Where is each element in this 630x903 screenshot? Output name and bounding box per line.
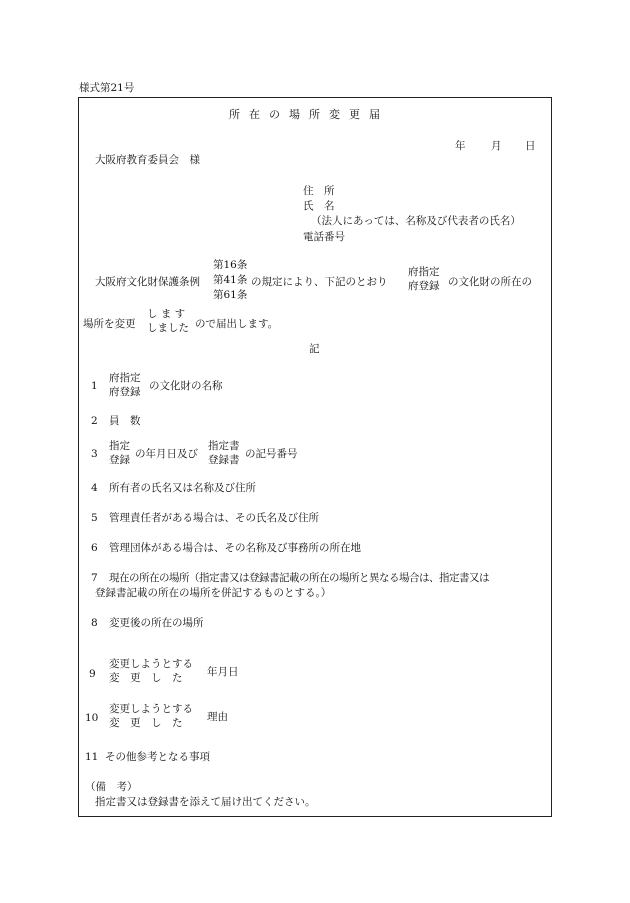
item-6-text: 管理団体がある場合は、その名称及び事務所の所在地 (109, 542, 361, 554)
item-3-option-designated[interactable]: 指定 (109, 440, 130, 452)
item-1-option-reg[interactable]: 府登録 (109, 385, 141, 398)
ordinance-name: 大阪府文化財保護条例 (95, 276, 200, 288)
notification-form (78, 97, 552, 817)
remarks-text: 指定書又は登録書を添えて届け出てください。 (95, 796, 316, 808)
address-label[interactable]: 住 所 (303, 185, 335, 197)
item-1-options (109, 372, 141, 399)
statement-tail: の文化財の所在の (448, 276, 532, 288)
item-9-number: 9 (89, 668, 96, 680)
date-day[interactable]: 日 (525, 140, 536, 152)
item-10-option-planned[interactable]: 変更しようとする (109, 703, 193, 715)
option-changed[interactable]: しました (147, 321, 189, 334)
ki-heading: 記 (309, 343, 320, 355)
item-10-text: 理由 (207, 711, 228, 723)
option-will-change[interactable]: し ま す (147, 308, 186, 320)
article-16[interactable]: 第16条 (213, 259, 248, 271)
item-7-number: 7 (91, 572, 98, 584)
item-9-option-planned[interactable]: 変更しようとする (109, 658, 193, 670)
item-2-text: 員 数 (109, 415, 141, 427)
form-number: 様式第21号 (79, 82, 135, 94)
item-1-number: 1 (91, 380, 98, 392)
change-status-options (147, 308, 189, 335)
item-3-option-registered[interactable]: 登録 (109, 453, 130, 466)
item-2-number: 2 (91, 415, 98, 427)
item-11-text: その他参考となる事項 (105, 751, 210, 763)
designation-pref[interactable]: 府指定 (408, 266, 440, 278)
item-3-option-desig-doc[interactable]: 指定書 (208, 440, 240, 452)
item-3-options-b (208, 440, 240, 467)
item-10-options (109, 703, 193, 730)
designation-reg[interactable]: 府登録 (408, 279, 440, 292)
item-3-option-reg-doc[interactable]: 登録書 (208, 453, 240, 466)
remarks-label: （備 考） (85, 781, 138, 793)
item-5-number: 5 (91, 512, 98, 524)
item-9-option-done[interactable]: 変 更 し た (109, 671, 183, 684)
item-6-number: 6 (91, 542, 98, 554)
item-8-number: 8 (91, 617, 98, 629)
form-title: 所在の場所変更届 (229, 108, 389, 121)
item-3-number: 3 (91, 448, 98, 460)
item-3-text: の記号番号 (245, 448, 298, 460)
article-61[interactable]: 第61条 (213, 289, 248, 302)
item-1-option-pref[interactable]: 府指定 (109, 372, 141, 384)
statement-line2-tail: ので届出します。 (195, 318, 279, 330)
article-41[interactable]: 第41条 (213, 274, 248, 287)
item-10-option-done[interactable]: 変 更 し た (109, 716, 183, 729)
addressee: 大阪府教育委員会 様 (95, 154, 200, 166)
statement-line2-lead: 場所を変更 (83, 318, 136, 330)
date-year[interactable]: 年 (455, 140, 466, 152)
item-8-text: 変更後の所在の場所 (109, 617, 204, 629)
phone-label[interactable]: 電話番号 (303, 231, 345, 243)
item-11-number: 11 (85, 751, 99, 763)
statement-mid: の規定により、下記のとおり (251, 276, 388, 288)
date-month[interactable]: 月 (491, 140, 502, 152)
name-label[interactable]: 氏 名 (303, 200, 335, 212)
item-10-number: 10 (85, 712, 99, 724)
article-options (213, 258, 247, 304)
item-4-number: 4 (91, 482, 98, 494)
corp-note: （法人にあっては、名称及び代表者の氏名） (311, 215, 521, 227)
item-3-mid: の年月日及び (135, 448, 198, 460)
item-3-options-a (109, 440, 130, 467)
item-7-line2: 登録書記載の所在の場所を併記するものとする。） (95, 587, 332, 599)
item-9-text: 年月日 (207, 666, 239, 678)
item-5-text: 管理責任者がある場合は、その氏名及び住所 (109, 512, 319, 524)
item-4-text: 所有者の氏名又は名称及び住所 (109, 482, 256, 494)
item-1-text: の文化財の名称 (149, 380, 223, 392)
designation-options (408, 266, 440, 293)
item-9-options (109, 658, 193, 685)
item-7-line1: 現在の所在の場所（指定書又は登録書記載の所在の場所と異なる場合は、指定書又は (109, 572, 489, 584)
